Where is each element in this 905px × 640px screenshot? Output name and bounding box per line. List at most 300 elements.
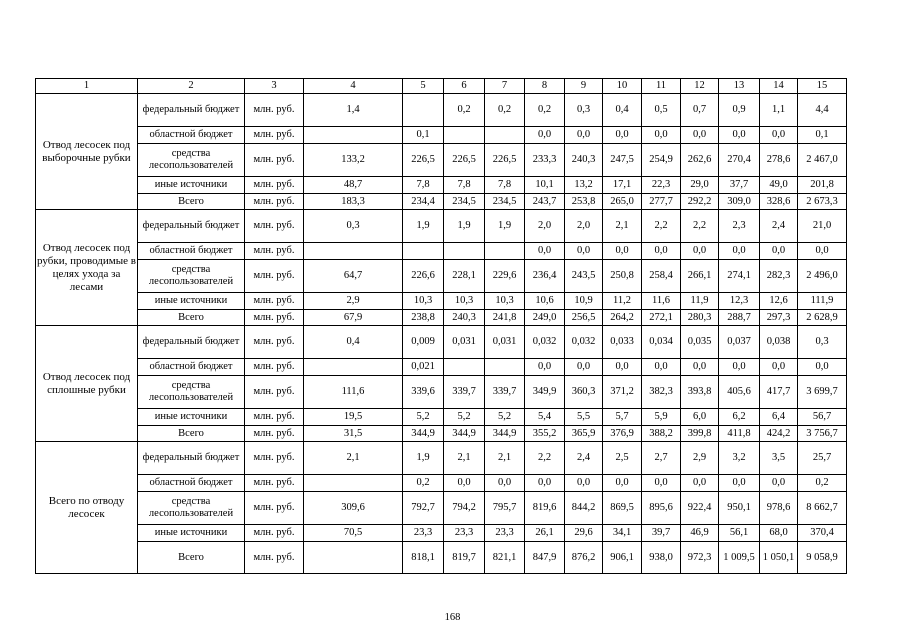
value-cell: 2,2 bbox=[642, 210, 681, 243]
value-cell: 0,0 bbox=[798, 359, 847, 376]
value-cell: 17,1 bbox=[603, 177, 642, 194]
funding-source-cell: областной бюджет bbox=[138, 243, 245, 260]
value-cell: 6,2 bbox=[719, 409, 760, 426]
value-cell: 309,0 bbox=[719, 194, 760, 210]
value-cell: 2,3 bbox=[719, 210, 760, 243]
value-cell: 1,1 bbox=[760, 94, 798, 127]
value-cell: 243,7 bbox=[525, 194, 565, 210]
value-cell bbox=[304, 359, 403, 376]
value-cell: 0,0 bbox=[681, 359, 719, 376]
section-title-cell: Отвод лесосек под рубки, проводимые в целях ухода за лесами bbox=[36, 210, 138, 326]
value-cell: 7,8 bbox=[403, 177, 444, 194]
value-cell: 201,8 bbox=[798, 177, 847, 194]
value-cell: 388,2 bbox=[642, 426, 681, 442]
value-cell: 12,6 bbox=[760, 293, 798, 310]
funding-source-cell: федеральный бюджет bbox=[138, 94, 245, 127]
table-row bbox=[36, 542, 847, 574]
value-cell: 344,9 bbox=[485, 426, 525, 442]
value-cell: 0,0 bbox=[603, 475, 642, 492]
value-cell: 0,037 bbox=[719, 326, 760, 359]
funding-source-cell: иные источники bbox=[138, 409, 245, 426]
column-number-cell: 6 bbox=[444, 79, 485, 94]
unit-cell: млн. руб. bbox=[245, 542, 304, 574]
value-cell: 339,6 bbox=[403, 376, 444, 409]
value-cell: 111,6 bbox=[304, 376, 403, 409]
value-cell: 31,5 bbox=[304, 426, 403, 442]
value-cell: 29,6 bbox=[565, 525, 603, 542]
table-row bbox=[36, 177, 847, 194]
unit-cell: млн. руб. bbox=[245, 194, 304, 210]
value-cell: 6,0 bbox=[681, 409, 719, 426]
value-cell: 0,3 bbox=[798, 326, 847, 359]
value-cell: 5,2 bbox=[403, 409, 444, 426]
column-number-cell: 14 bbox=[760, 79, 798, 94]
unit-cell: млн. руб. bbox=[245, 144, 304, 177]
value-cell: 226,6 bbox=[403, 260, 444, 293]
value-cell: 2,1 bbox=[444, 442, 485, 475]
value-cell: 906,1 bbox=[603, 542, 642, 574]
value-cell: 950,1 bbox=[719, 492, 760, 525]
value-cell: 266,1 bbox=[681, 260, 719, 293]
value-cell: 10,1 bbox=[525, 177, 565, 194]
column-number-cell: 9 bbox=[565, 79, 603, 94]
unit-cell: млн. руб. bbox=[245, 475, 304, 492]
value-cell: 0,0 bbox=[642, 475, 681, 492]
value-cell: 0,0 bbox=[760, 127, 798, 144]
unit-cell: млн. руб. bbox=[245, 310, 304, 326]
funding-source-cell: Всего bbox=[138, 542, 245, 574]
value-cell bbox=[403, 94, 444, 127]
value-cell: 23,3 bbox=[403, 525, 444, 542]
value-cell: 405,6 bbox=[719, 376, 760, 409]
funding-source-cell: областной бюджет bbox=[138, 359, 245, 376]
column-number-cell: 12 bbox=[681, 79, 719, 94]
value-cell: 277,7 bbox=[642, 194, 681, 210]
value-cell: 56,1 bbox=[719, 525, 760, 542]
value-cell: 0,4 bbox=[304, 326, 403, 359]
column-number-cell: 8 bbox=[525, 79, 565, 94]
value-cell: 0,2 bbox=[525, 94, 565, 127]
unit-cell: млн. руб. bbox=[245, 409, 304, 426]
value-cell: 365,9 bbox=[565, 426, 603, 442]
value-cell: 0,1 bbox=[798, 127, 847, 144]
value-cell: 0,031 bbox=[485, 326, 525, 359]
value-cell: 0,0 bbox=[642, 359, 681, 376]
column-number-cell: 3 bbox=[245, 79, 304, 94]
value-cell: 233,3 bbox=[525, 144, 565, 177]
section-title-cell: Отвод лесосек под сплошные рубки bbox=[36, 326, 138, 442]
value-cell: 792,7 bbox=[403, 492, 444, 525]
value-cell: 234,4 bbox=[403, 194, 444, 210]
value-cell: 11,9 bbox=[681, 293, 719, 310]
value-cell: 0,2 bbox=[403, 475, 444, 492]
table-row bbox=[36, 127, 847, 144]
value-cell: 0,3 bbox=[304, 210, 403, 243]
value-cell: 2 673,3 bbox=[798, 194, 847, 210]
value-cell: 278,6 bbox=[760, 144, 798, 177]
value-cell: 7,8 bbox=[444, 177, 485, 194]
value-cell: 111,9 bbox=[798, 293, 847, 310]
value-cell: 0,1 bbox=[403, 127, 444, 144]
value-cell: 1,9 bbox=[444, 210, 485, 243]
value-cell: 0,009 bbox=[403, 326, 444, 359]
table-row bbox=[36, 359, 847, 376]
table-row bbox=[36, 194, 847, 210]
value-cell bbox=[485, 243, 525, 260]
value-cell: 0,032 bbox=[525, 326, 565, 359]
value-cell: 2,4 bbox=[565, 442, 603, 475]
value-cell bbox=[304, 127, 403, 144]
value-cell: 2,2 bbox=[681, 210, 719, 243]
value-cell: 821,1 bbox=[485, 542, 525, 574]
value-cell: 243,5 bbox=[565, 260, 603, 293]
value-cell: 272,1 bbox=[642, 310, 681, 326]
value-cell: 7,8 bbox=[485, 177, 525, 194]
column-number-cell: 11 bbox=[642, 79, 681, 94]
value-cell: 0,035 bbox=[681, 326, 719, 359]
value-cell: 0,0 bbox=[525, 127, 565, 144]
value-cell: 819,7 bbox=[444, 542, 485, 574]
unit-cell: млн. руб. bbox=[245, 442, 304, 475]
value-cell: 0,031 bbox=[444, 326, 485, 359]
value-cell: 0,2 bbox=[798, 475, 847, 492]
value-cell: 48,7 bbox=[304, 177, 403, 194]
value-cell: 0,4 bbox=[603, 94, 642, 127]
value-cell: 349,9 bbox=[525, 376, 565, 409]
table-row bbox=[36, 492, 847, 525]
value-cell: 309,6 bbox=[304, 492, 403, 525]
value-cell: 417,7 bbox=[760, 376, 798, 409]
table-row bbox=[36, 94, 847, 127]
value-cell bbox=[403, 243, 444, 260]
funding-source-cell: областной бюджет bbox=[138, 475, 245, 492]
funding-source-cell: федеральный бюджет bbox=[138, 210, 245, 243]
unit-cell: млн. руб. bbox=[245, 525, 304, 542]
table-row bbox=[36, 475, 847, 492]
funding-source-cell: Всего bbox=[138, 194, 245, 210]
value-cell: 424,2 bbox=[760, 426, 798, 442]
value-cell: 0,0 bbox=[760, 359, 798, 376]
value-cell: 0,0 bbox=[603, 243, 642, 260]
unit-cell: млн. руб. bbox=[245, 376, 304, 409]
value-cell: 876,2 bbox=[565, 542, 603, 574]
value-cell: 11,6 bbox=[642, 293, 681, 310]
value-cell: 0,0 bbox=[719, 475, 760, 492]
value-cell: 2,2 bbox=[525, 442, 565, 475]
value-cell: 0,0 bbox=[760, 475, 798, 492]
header-row bbox=[36, 79, 847, 94]
value-cell: 0,0 bbox=[681, 127, 719, 144]
value-cell: 282,3 bbox=[760, 260, 798, 293]
value-cell: 0,0 bbox=[565, 243, 603, 260]
funding-source-cell: иные источники bbox=[138, 525, 245, 542]
value-cell: 355,2 bbox=[525, 426, 565, 442]
value-cell: 0,0 bbox=[565, 127, 603, 144]
value-cell: 226,5 bbox=[485, 144, 525, 177]
value-cell: 3 699,7 bbox=[798, 376, 847, 409]
value-cell: 895,6 bbox=[642, 492, 681, 525]
value-cell: 0,0 bbox=[798, 243, 847, 260]
value-cell: 9 058,9 bbox=[798, 542, 847, 574]
value-cell: 794,2 bbox=[444, 492, 485, 525]
value-cell: 264,2 bbox=[603, 310, 642, 326]
value-cell: 226,5 bbox=[403, 144, 444, 177]
value-cell: 0,0 bbox=[603, 359, 642, 376]
value-cell: 0,0 bbox=[603, 127, 642, 144]
funding-source-cell: средства лесопользователей bbox=[138, 144, 245, 177]
value-cell: 67,9 bbox=[304, 310, 403, 326]
value-cell: 240,3 bbox=[565, 144, 603, 177]
value-cell: 411,8 bbox=[719, 426, 760, 442]
value-cell: 0,0 bbox=[485, 475, 525, 492]
value-cell: 4,4 bbox=[798, 94, 847, 127]
value-cell: 10,9 bbox=[565, 293, 603, 310]
value-cell: 0,3 bbox=[565, 94, 603, 127]
value-cell: 288,7 bbox=[719, 310, 760, 326]
value-cell: 2,9 bbox=[681, 442, 719, 475]
value-cell bbox=[485, 359, 525, 376]
value-cell: 280,3 bbox=[681, 310, 719, 326]
value-cell: 21,0 bbox=[798, 210, 847, 243]
value-cell: 344,9 bbox=[444, 426, 485, 442]
funding-source-cell: Всего bbox=[138, 426, 245, 442]
value-cell: 2,1 bbox=[304, 442, 403, 475]
unit-cell: млн. руб. bbox=[245, 293, 304, 310]
value-cell: 49,0 bbox=[760, 177, 798, 194]
value-cell: 3,2 bbox=[719, 442, 760, 475]
value-cell: 234,5 bbox=[444, 194, 485, 210]
value-cell: 226,5 bbox=[444, 144, 485, 177]
value-cell: 5,7 bbox=[603, 409, 642, 426]
value-cell: 819,6 bbox=[525, 492, 565, 525]
value-cell: 2,0 bbox=[525, 210, 565, 243]
value-cell: 2 496,0 bbox=[798, 260, 847, 293]
value-cell: 2,1 bbox=[603, 210, 642, 243]
value-cell: 3,5 bbox=[760, 442, 798, 475]
value-cell: 0,038 bbox=[760, 326, 798, 359]
value-cell: 12,3 bbox=[719, 293, 760, 310]
value-cell: 2 467,0 bbox=[798, 144, 847, 177]
value-cell: 0,0 bbox=[642, 127, 681, 144]
value-cell: 6,4 bbox=[760, 409, 798, 426]
value-cell: 247,5 bbox=[603, 144, 642, 177]
value-cell: 328,6 bbox=[760, 194, 798, 210]
column-number-cell: 15 bbox=[798, 79, 847, 94]
value-cell: 0,2 bbox=[485, 94, 525, 127]
value-cell: 0,034 bbox=[642, 326, 681, 359]
value-cell: 0,0 bbox=[525, 243, 565, 260]
value-cell bbox=[444, 127, 485, 144]
column-number-cell: 2 bbox=[138, 79, 245, 94]
value-cell: 5,2 bbox=[444, 409, 485, 426]
value-cell: 270,4 bbox=[719, 144, 760, 177]
value-cell: 847,9 bbox=[525, 542, 565, 574]
value-cell bbox=[304, 243, 403, 260]
value-cell bbox=[444, 359, 485, 376]
value-cell: 240,3 bbox=[444, 310, 485, 326]
value-cell: 26,1 bbox=[525, 525, 565, 542]
column-number-cell: 1 bbox=[36, 79, 138, 94]
value-cell: 0,0 bbox=[565, 475, 603, 492]
value-cell: 10,3 bbox=[485, 293, 525, 310]
value-cell: 5,4 bbox=[525, 409, 565, 426]
value-cell bbox=[304, 475, 403, 492]
value-cell: 1 009,5 bbox=[719, 542, 760, 574]
table-row bbox=[36, 144, 847, 177]
unit-cell: млн. руб. bbox=[245, 359, 304, 376]
value-cell: 1,9 bbox=[403, 210, 444, 243]
value-cell: 382,3 bbox=[642, 376, 681, 409]
unit-cell: млн. руб. bbox=[245, 243, 304, 260]
value-cell: 2,5 bbox=[603, 442, 642, 475]
unit-cell: млн. руб. bbox=[245, 94, 304, 127]
funding-source-cell: средства лесопользователей bbox=[138, 492, 245, 525]
value-cell: 46,9 bbox=[681, 525, 719, 542]
value-cell: 2 628,9 bbox=[798, 310, 847, 326]
budget-table bbox=[35, 78, 847, 574]
value-cell: 2,1 bbox=[485, 442, 525, 475]
funding-source-cell: областной бюджет bbox=[138, 127, 245, 144]
value-cell: 133,2 bbox=[304, 144, 403, 177]
unit-cell: млн. руб. bbox=[245, 177, 304, 194]
value-cell: 339,7 bbox=[485, 376, 525, 409]
value-cell: 376,9 bbox=[603, 426, 642, 442]
funding-source-cell: федеральный бюджет bbox=[138, 326, 245, 359]
value-cell: 253,8 bbox=[565, 194, 603, 210]
value-cell: 0,021 bbox=[403, 359, 444, 376]
unit-cell: млн. руб. bbox=[245, 127, 304, 144]
value-cell: 10,3 bbox=[444, 293, 485, 310]
value-cell: 229,6 bbox=[485, 260, 525, 293]
table-row bbox=[36, 293, 847, 310]
value-cell: 39,7 bbox=[642, 525, 681, 542]
value-cell: 256,5 bbox=[565, 310, 603, 326]
value-cell: 5,2 bbox=[485, 409, 525, 426]
value-cell: 0,5 bbox=[642, 94, 681, 127]
value-cell: 236,4 bbox=[525, 260, 565, 293]
value-cell: 10,6 bbox=[525, 293, 565, 310]
value-cell: 371,2 bbox=[603, 376, 642, 409]
value-cell: 0,0 bbox=[565, 359, 603, 376]
column-number-cell: 5 bbox=[403, 79, 444, 94]
value-cell: 3 756,7 bbox=[798, 426, 847, 442]
table-row bbox=[36, 409, 847, 426]
value-cell: 1,9 bbox=[485, 210, 525, 243]
value-cell: 262,6 bbox=[681, 144, 719, 177]
value-cell: 0,0 bbox=[719, 243, 760, 260]
funding-source-cell: иные источники bbox=[138, 177, 245, 194]
value-cell: 972,3 bbox=[681, 542, 719, 574]
value-cell: 978,6 bbox=[760, 492, 798, 525]
value-cell: 10,3 bbox=[403, 293, 444, 310]
section-title-cell: Всего по отводу лесосек bbox=[36, 442, 138, 574]
funding-source-cell: средства лесопользователей bbox=[138, 376, 245, 409]
value-cell: 234,5 bbox=[485, 194, 525, 210]
column-number-cell: 10 bbox=[603, 79, 642, 94]
value-cell: 869,5 bbox=[603, 492, 642, 525]
value-cell: 2,0 bbox=[565, 210, 603, 243]
table-row bbox=[36, 326, 847, 359]
value-cell: 1,4 bbox=[304, 94, 403, 127]
value-cell: 922,4 bbox=[681, 492, 719, 525]
table-row bbox=[36, 525, 847, 542]
value-cell: 0,9 bbox=[719, 94, 760, 127]
table-row bbox=[36, 310, 847, 326]
value-cell: 0,0 bbox=[681, 475, 719, 492]
value-cell: 818,1 bbox=[403, 542, 444, 574]
value-cell: 2,4 bbox=[760, 210, 798, 243]
value-cell: 344,9 bbox=[403, 426, 444, 442]
value-cell: 360,3 bbox=[565, 376, 603, 409]
column-number-cell: 7 bbox=[485, 79, 525, 94]
value-cell bbox=[444, 243, 485, 260]
value-cell bbox=[485, 127, 525, 144]
value-cell: 0,0 bbox=[760, 243, 798, 260]
value-cell: 0,033 bbox=[603, 326, 642, 359]
funding-source-cell: средства лесопользователей bbox=[138, 260, 245, 293]
value-cell: 68,0 bbox=[760, 525, 798, 542]
unit-cell: млн. руб. bbox=[245, 326, 304, 359]
value-cell: 228,1 bbox=[444, 260, 485, 293]
value-cell: 34,1 bbox=[603, 525, 642, 542]
funding-source-cell: иные источники bbox=[138, 293, 245, 310]
value-cell: 29,0 bbox=[681, 177, 719, 194]
value-cell: 258,4 bbox=[642, 260, 681, 293]
value-cell: 254,9 bbox=[642, 144, 681, 177]
value-cell: 393,8 bbox=[681, 376, 719, 409]
value-cell: 339,7 bbox=[444, 376, 485, 409]
value-cell: 5,5 bbox=[565, 409, 603, 426]
value-cell: 0,2 bbox=[444, 94, 485, 127]
value-cell: 250,8 bbox=[603, 260, 642, 293]
value-cell: 22,3 bbox=[642, 177, 681, 194]
table-row bbox=[36, 376, 847, 409]
value-cell: 938,0 bbox=[642, 542, 681, 574]
value-cell: 23,3 bbox=[485, 525, 525, 542]
unit-cell: млн. руб. bbox=[245, 426, 304, 442]
table-row bbox=[36, 210, 847, 243]
value-cell: 5,9 bbox=[642, 409, 681, 426]
table-row bbox=[36, 426, 847, 442]
page-number: 168 bbox=[444, 612, 461, 623]
value-cell: 370,4 bbox=[798, 525, 847, 542]
section-title-cell: Отвод лесосек под выборочные рубки bbox=[36, 94, 138, 210]
value-cell: 795,7 bbox=[485, 492, 525, 525]
value-cell: 265,0 bbox=[603, 194, 642, 210]
funding-source-cell: федеральный бюджет bbox=[138, 442, 245, 475]
value-cell: 64,7 bbox=[304, 260, 403, 293]
value-cell: 249,0 bbox=[525, 310, 565, 326]
value-cell: 238,8 bbox=[403, 310, 444, 326]
value-cell: 37,7 bbox=[719, 177, 760, 194]
unit-cell: млн. руб. bbox=[245, 210, 304, 243]
value-cell: 0,0 bbox=[642, 243, 681, 260]
value-cell: 2,9 bbox=[304, 293, 403, 310]
value-cell: 399,8 bbox=[681, 426, 719, 442]
value-cell: 844,2 bbox=[565, 492, 603, 525]
value-cell: 0,0 bbox=[525, 359, 565, 376]
table-row bbox=[36, 243, 847, 260]
value-cell: 0,0 bbox=[719, 359, 760, 376]
value-cell: 2,7 bbox=[642, 442, 681, 475]
value-cell: 8 662,7 bbox=[798, 492, 847, 525]
table-body bbox=[36, 79, 847, 574]
value-cell: 274,1 bbox=[719, 260, 760, 293]
value-cell: 70,5 bbox=[304, 525, 403, 542]
value-cell: 11,2 bbox=[603, 293, 642, 310]
funding-source-cell: Всего bbox=[138, 310, 245, 326]
value-cell: 1 050,1 bbox=[760, 542, 798, 574]
